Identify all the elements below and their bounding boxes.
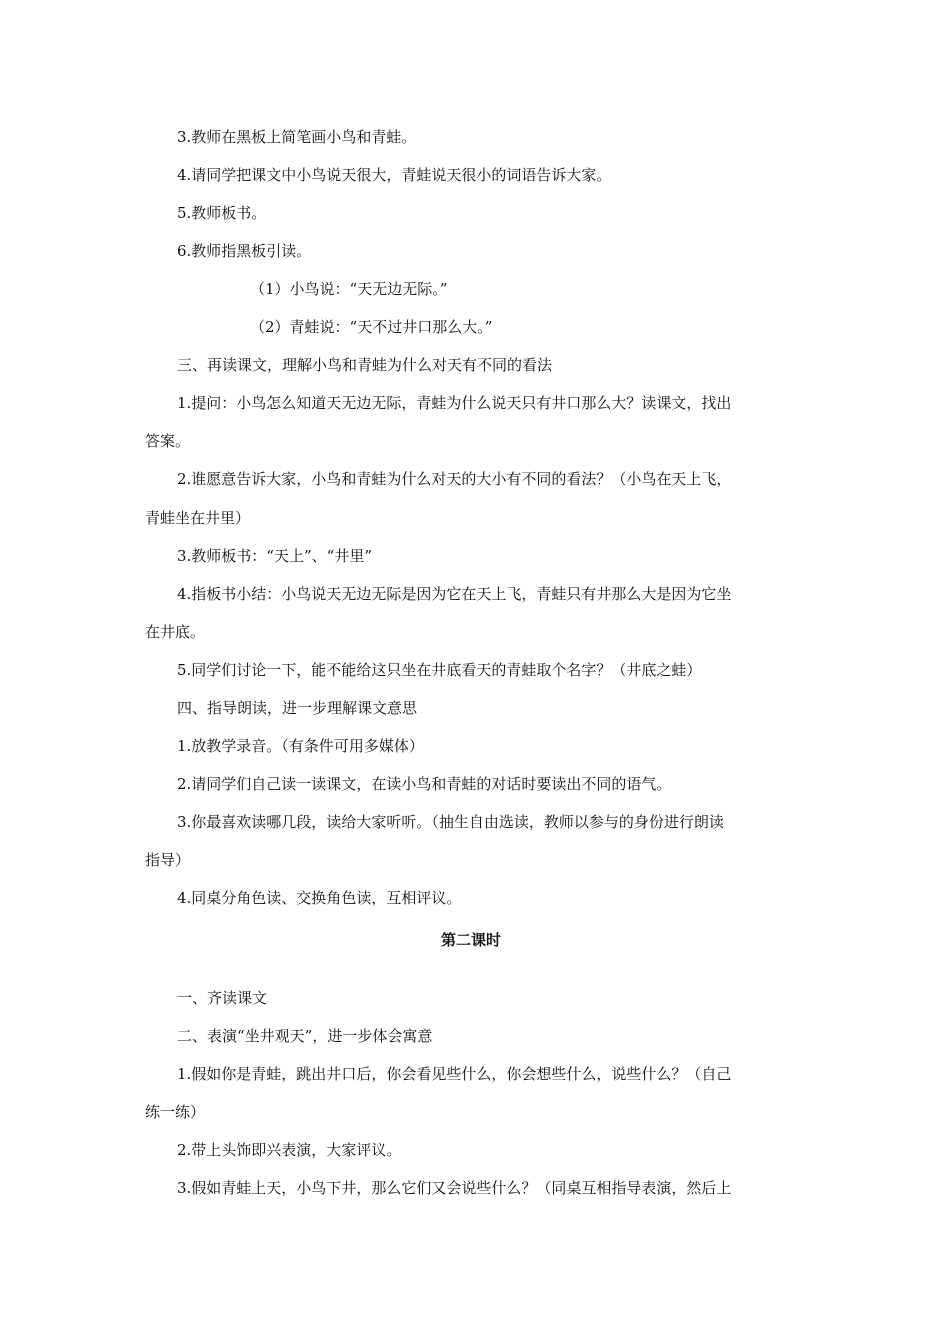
text-line: 2.请同学们自己读一读课文，在读小鸟和青蛙的对话时要读出不同的语气。 [177,775,672,793]
text-line: 指导） [145,851,191,869]
text-line: 2.带上头饰即兴表演，大家评议。 [177,1141,402,1159]
text-line: 4.同桌分角色读、交换角色读，互相评议。 [177,889,462,907]
text-line: 在井底。 [145,623,206,641]
text-line: 6.教师指黑板引读。 [177,242,312,260]
text-line: （2）青蛙说：“天不过井口那么大。” [250,318,493,336]
section-heading: 三、再读课文，理解小鸟和青蛙为什么对天有不同的看法 [177,356,553,374]
text-line: 3.你最喜欢读哪几段，读给大家听听。（抽生自由选读，教师以参与的身份进行朗读 [177,813,724,831]
text-line: 4.请同学把课文中小鸟说天很大，青蛙说天很小的词语告诉大家。 [177,166,612,184]
section-heading: 一、齐读课文 [177,989,268,1007]
text-line: 3.教师板书：“天上”、“井里” [177,547,372,565]
section-heading: 四、指导朗读，进一步理解课文意思 [177,699,418,717]
text-line: 答案。 [145,432,191,450]
text-line: 1.提问：小鸟怎么知道天无边无际，青蛙为什么说天只有井口那么大？读课文，找出 [177,394,732,412]
text-line: 5.同学们讨论一下，能不能给这只坐在井底看天的青蛙取个名字？（井底之蛙） [177,661,702,679]
text-line: 2.谁愿意告诉大家，小鸟和青蛙为什么对天的大小有不同的看法？（小鸟在天上飞， [177,470,732,488]
lesson-title: 第二课时 [441,931,502,949]
text-line: 1.放教学录音。（有条件可用多媒体） [177,737,424,755]
text-line: 3.教师在黑板上简笔画小鸟和青蛙。 [177,128,417,146]
text-line: 1.假如你是青蛙，跳出井口后，你会看见些什么，你会想些什么，说些什么？（自己 [177,1065,732,1083]
text-line: （1）小鸟说：“天无边无际。” [250,280,448,298]
section-heading: 二、表演“坐井观天”，进一步体会寓意 [177,1027,433,1045]
text-line: 青蛙坐在井里） [145,509,251,527]
text-line: 3.假如青蛙上天，小鸟下井，那么它们又会说些什么？（同桌互相指导表演，然后上 [177,1179,732,1197]
text-line: 5.教师板书。 [177,204,267,222]
text-line: 4.指板书小结：小鸟说天无边无际是因为它在天上飞，青蛙只有井那么大是因为它坐 [177,585,732,603]
text-line: 练一练） [145,1103,206,1121]
